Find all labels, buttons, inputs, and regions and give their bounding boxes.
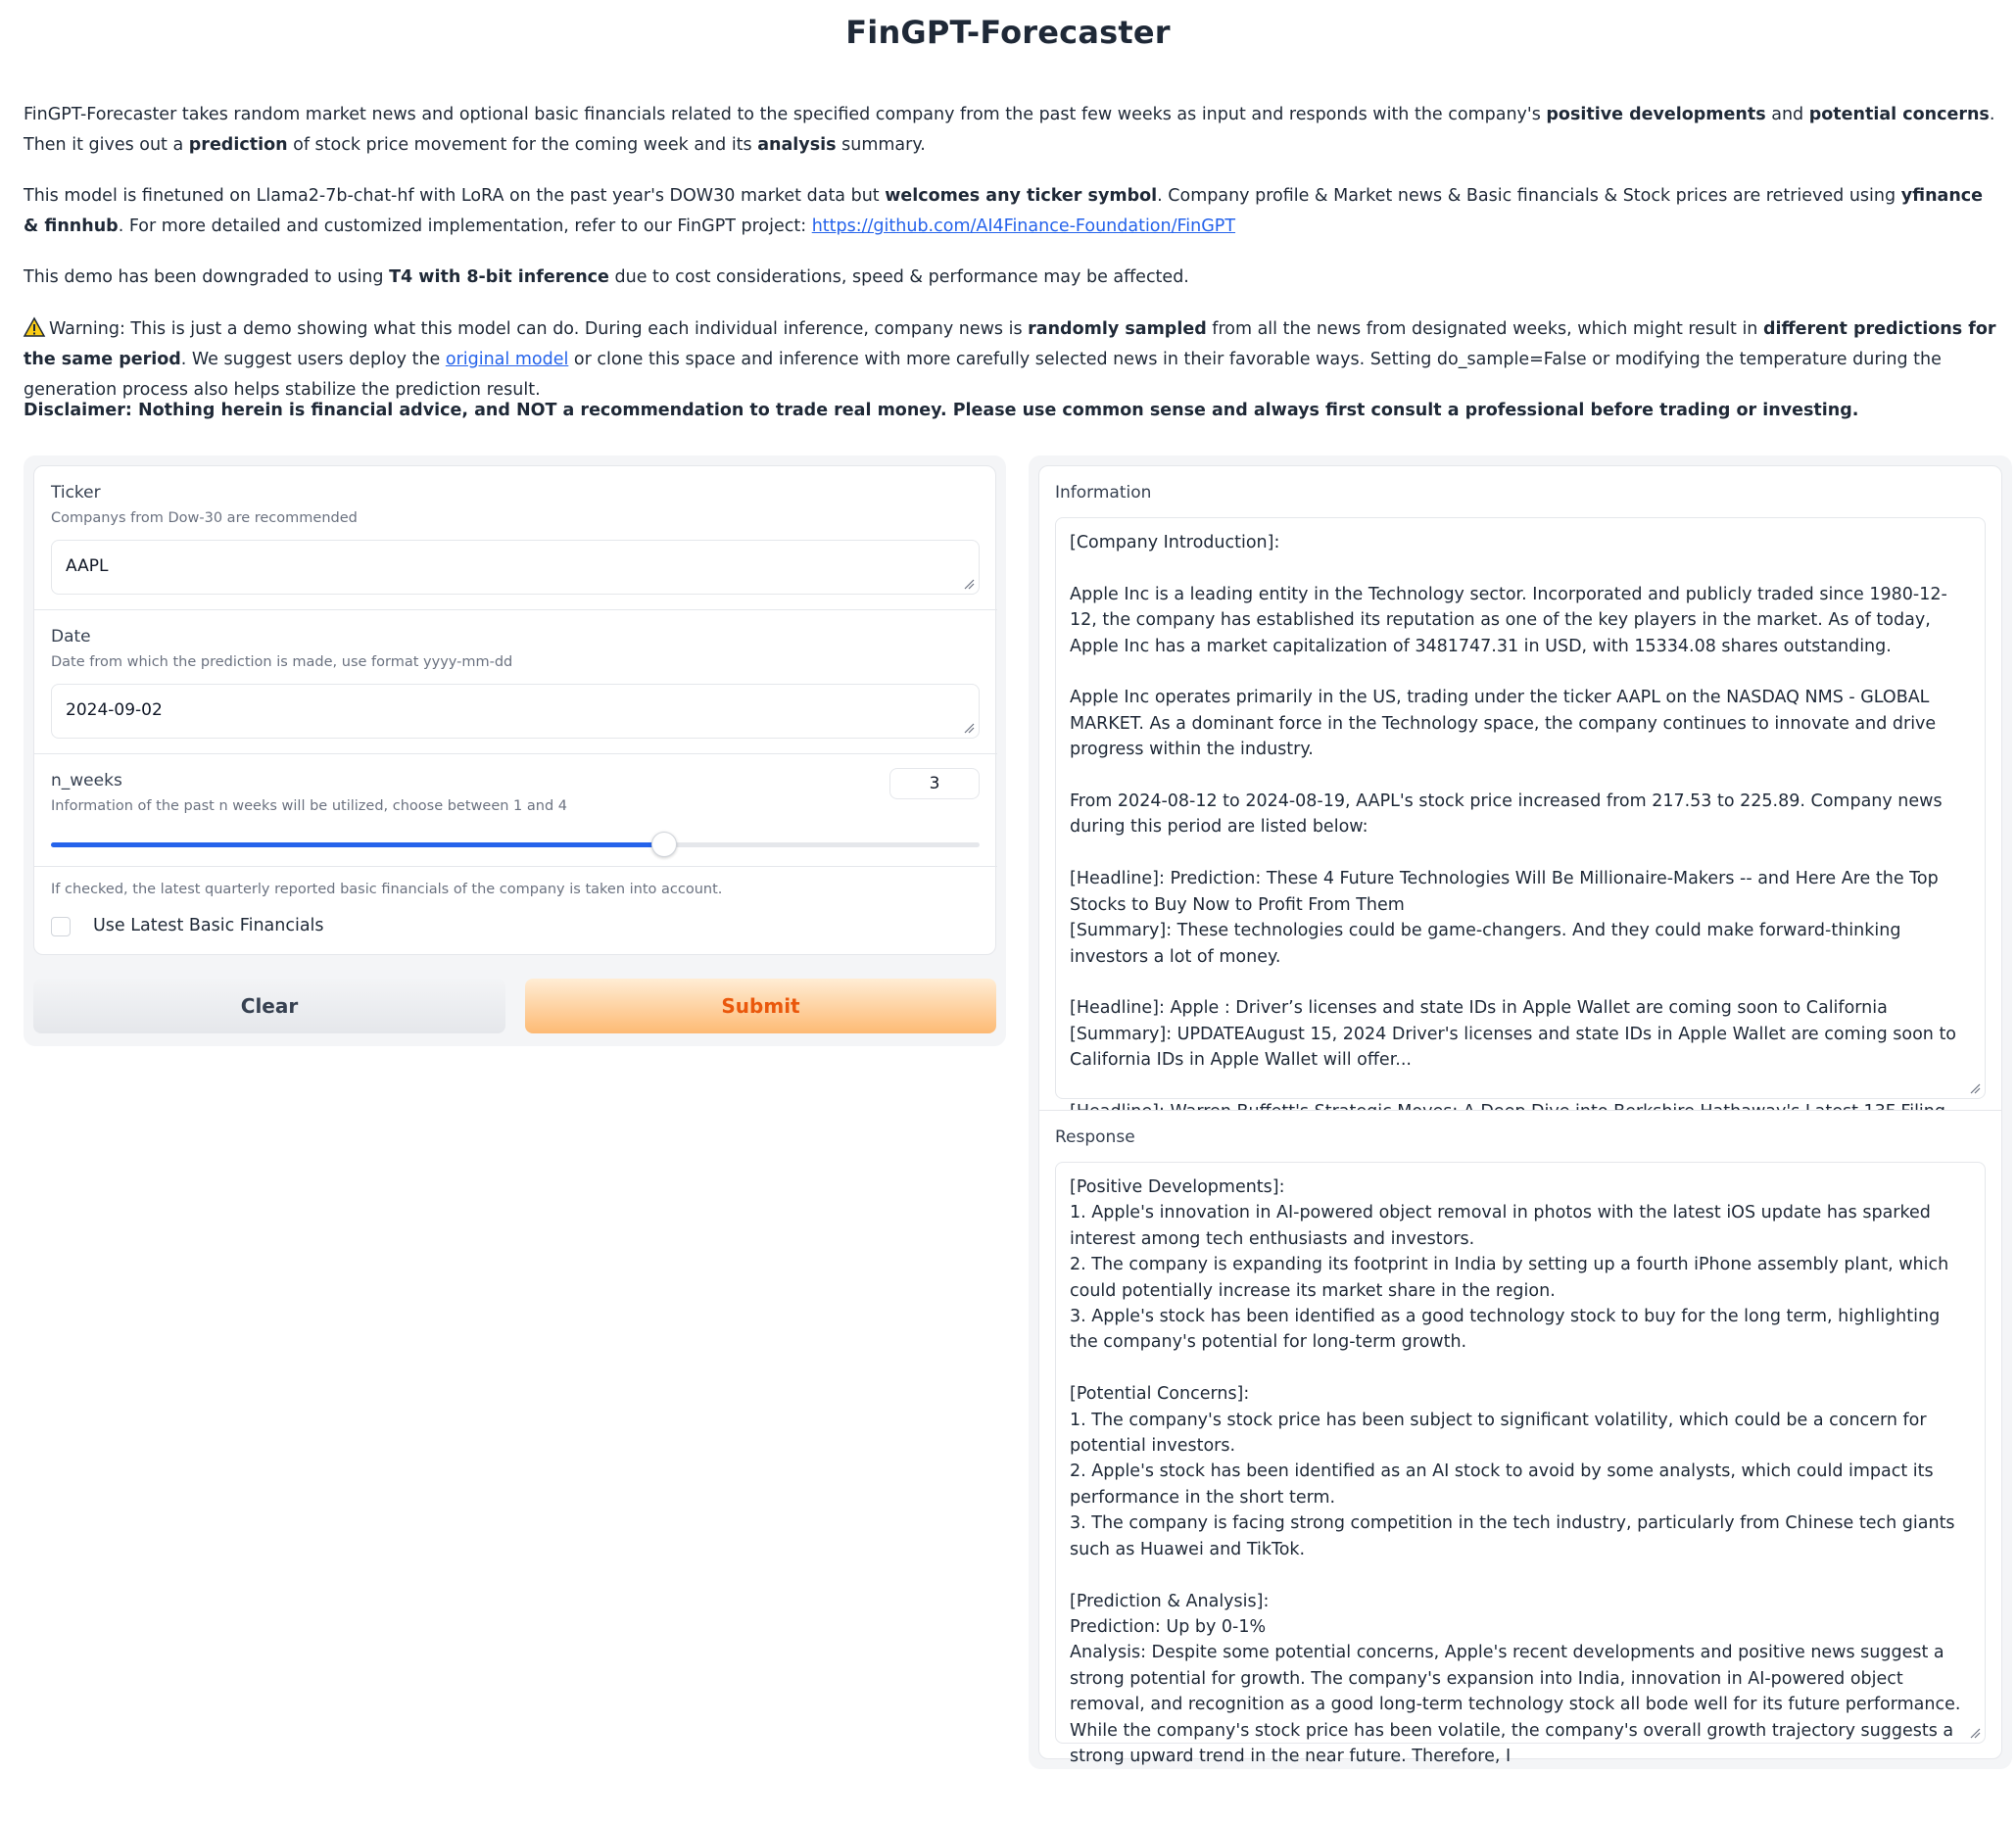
financials-field <box>34 867 997 956</box>
n-weeks-number-input[interactable]: 3 <box>889 768 980 799</box>
response-block <box>1038 1110 2002 1766</box>
intro-paragraph-3: This demo has been downgraded to using T4 with 8-bit inference due to cost considerations, speed & performance may be affected. <box>24 267 1189 287</box>
information-label: Information <box>1055 483 1152 503</box>
information-block <box>1038 465 2002 1111</box>
input-form <box>33 465 996 955</box>
fingpt-github-link[interactable]: https://github.com/AI4Finance-Foundation/FinGPT <box>811 216 1236 236</box>
ticker-field <box>34 466 997 610</box>
date-field <box>34 610 997 754</box>
resize-handle-icon[interactable] <box>1969 1727 1981 1739</box>
page-title: FinGPT-Forecaster <box>845 14 1171 51</box>
use-latest-financials-checkbox[interactable] <box>51 917 71 936</box>
output-panel <box>1029 455 2012 1769</box>
clear-button[interactable]: Clear <box>33 979 505 1033</box>
ticker-input[interactable]: AAPL <box>51 540 980 595</box>
information-textarea[interactable]: [Company Introduction]: Apple Inc is a leading entity in the Technology sector. Incorporated and publicly traded since 1980-12-12, the company has established its reputation as one of the key players in the market. As of today, Apple Inc has a market capitalization of 3481747.31 in USD, with 15334.08 shares outstanding. Apple Inc operates primarily in the US, trading under the ticker AAPL on the NASDAQ NMS - GLOBAL MARKET. As a dominant force in the Technology space, the company continues to innovate and drive progress within the industry. From 2024-08-12 to 2024-08-19, AAPL's stock price increased from 217.53 to 225.89. Company news during this period are listed below: [Headline]: Prediction: These 4 Future Technologies Will Be Millionaire-Makers -- and Here Are the Top Stocks to Buy Now to Profit From Them [Summary]: These technologies could be game-changers. And they could make forward-thinking investors a lot of money. [Headline]: Apple : Driver’s licenses and state IDs in Apple Wallet are coming soon to California [Summary]: UPDATEAugust 15, 2024 Driver's licenses and state IDs in Apple Wallet are coming soon to California IDs in Apple Wallet will offer... <box>1055 517 1986 1099</box>
input-panel <box>24 455 1006 1046</box>
warning-icon <box>24 317 45 337</box>
ticker-info: Companys from Dow-30 are recommended <box>51 510 358 526</box>
slider-thumb[interactable] <box>651 832 677 857</box>
resize-handle-icon[interactable] <box>963 722 975 734</box>
date-input[interactable]: 2024-09-02 <box>51 684 980 739</box>
n-weeks-info: Information of the past n weeks will be utilized, choose between 1 and 4 <box>51 798 567 814</box>
financials-info: If checked, the latest quarterly reported basic financials of the company is taken into account. <box>51 882 723 897</box>
date-info: Date from which the prediction is made, use format yyyy-mm-dd <box>51 654 513 670</box>
disclaimer: Disclaimer: Nothing herein is financial advice, and NOT a recommendation to trade real money. Please use common sense and always first consult a professional before trading or investing. <box>24 401 1859 420</box>
submit-button[interactable]: Submit <box>525 979 996 1033</box>
n-weeks-field <box>34 754 997 867</box>
original-model-link[interactable]: original model <box>445 350 569 369</box>
slider-fill <box>51 842 664 847</box>
response-textarea[interactable]: [Positive Developments]: 1. Apple's innovation in AI-powered object removal in photos with the latest iOS update has sparked interest among tech enthusiasts and investors. 2. The company is expanding its footprint in India by setting up a fourth iPhone assembly plant, which could potentially increase its market share in the region. 3. Apple's stock has been identified as a good technology stock to buy for the long term, highlighting the company's potential for long-term growth. [Potential Concerns]: 1. The company's stock price has been subject to significant volatility, which could be a concern for potential investors. 2. Apple's stock has been identified as an AI stock to avoid by some analysts, which could impact its performance in the short term. 3. The company is facing strong competition in the tech industry, particularly from Chinese tech giants such as Huawei and TikTok. [Prediction & Analysis]: Prediction: Up by 0-1% Analysis: Despite some potential concerns, Apple's recent developments and positive news suggest a strong potential for growth. The company's expansion into India, innovation in AI-powered object removal, and recognition as a good long-term technology stock all bode well for its future performance. While the company's stock price has been volatile, the company's overall growth trajectory suggests a strong upward trend in the near future. Therefore, I <box>1055 1162 1986 1744</box>
response-label: Response <box>1055 1127 1135 1147</box>
ticker-label: Ticker <box>51 483 101 503</box>
warning-paragraph: Warning: This is just a demo showing what this model can do. During each individual inference, company news is randomly sampled from all the news from designated weeks, which might result in different predictions for the same period. We suggest users deploy the original model or clone this space and inference with more carefully selected news in their favorable ways. Setting do_sample=False or modifying the temperature during the generation process also helps stabilize the prediction result. <box>24 319 1996 400</box>
intro-paragraph-2: This model is finetuned on Llama2-7b-chat-hf with LoRA on the past year's DOW30 market data but welcomes any ticker symbol. Company profile & Market news & Basic financials & Stock prices are retrieved using yfinance & finnhub. For more detailed and customized implementation, refer to our FinGPT project: https://github.com/AI4Finance-Foundation/FinGPT <box>24 186 1984 236</box>
intro-paragraph-1: FinGPT-Forecaster takes random market news and optional basic financials related to the specified company from the past few weeks as input and responds with the company's positive developments and potential concerns. Then it gives out a prediction of stock price movement for the coming week and its analysis summary. <box>24 105 1995 155</box>
date-label: Date <box>51 627 91 647</box>
use-latest-financials-label[interactable]: Use Latest Basic Financials <box>93 916 324 935</box>
resize-handle-icon[interactable] <box>1969 1082 1981 1094</box>
n-weeks-slider[interactable] <box>51 842 980 847</box>
n-weeks-label: n_weeks <box>51 771 122 791</box>
resize-handle-icon[interactable] <box>963 578 975 590</box>
